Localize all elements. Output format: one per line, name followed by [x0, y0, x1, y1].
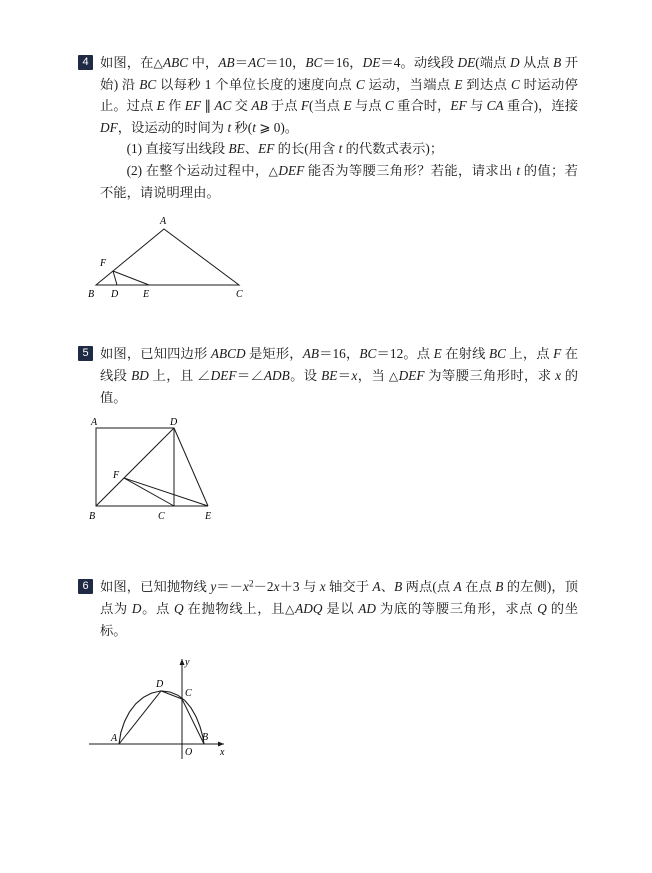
svg-text:A: A: [111, 733, 118, 745]
problem-6: [78, 576, 578, 766]
content-column: [78, 52, 578, 766]
svg-text:y: y: [185, 657, 190, 669]
svg-text:x: x: [220, 747, 225, 759]
figure-problem-4: [78, 211, 578, 301]
problem-4: [78, 52, 578, 301]
problem-4-part1: (1) 直接写出线段 BE、EF 的长(用含 t 的代数式表示)；: [126, 141, 444, 157]
problem-4-text: [100, 52, 578, 203]
problem-number-badge: 5: [78, 346, 93, 361]
svg-text:D: D: [111, 289, 119, 301]
svg-text:E: E: [205, 511, 212, 523]
problem-6-text: [100, 576, 578, 641]
svg-text:D: D: [156, 679, 164, 691]
svg-text:C: C: [185, 688, 192, 700]
svg-text:D: D: [170, 418, 178, 429]
svg-text:F: F: [113, 470, 120, 482]
svg-text:O: O: [185, 747, 193, 759]
svg-text:A: A: [91, 418, 98, 429]
svg-text:B: B: [202, 732, 209, 744]
svg-text:F: F: [100, 258, 107, 270]
svg-text:A: A: [160, 216, 167, 228]
problem-number-badge: 4: [78, 55, 93, 70]
figure-problem-5: [78, 418, 578, 528]
problem-4-part2: (2) 在整个运动过程中， △ DEF 能否为等腰三角形？若能，请求出 t 的值；若不能，请说明理由。: [100, 160, 578, 203]
svg-text:C: C: [158, 511, 165, 523]
problem-4-stem: 如图，在 △ ABC 中，AB＝AC＝10，BC＝16，DE＝4。动线段 DE(端点 D 从点 B 开始) 沿 BC 以每秒 1 个单位长度的速度向点 C 运动，当端点 E 到达点 C 时运动停止。过点 E 作 EF ∥ AC 交 AB 于点 F(当点 E 与点 C 重合时，EF 与 CA 重合)，连接 DF，设运动的时间为 t 秒(t ⩾ 0)。: [100, 52, 578, 138]
svg-text:E: E: [143, 289, 150, 301]
problem-5-stem: 如图，已知四边形 ABCD 是矩形，AB＝16，BC＝12。点 E 在射线 BC 上，点 F 在线段 BD 上，且 ∠DEF＝∠ADB。设 BE＝x，当 △ DEF 为等腰三角形时，求 x 的值。: [100, 343, 578, 408]
svg-text:C: C: [236, 289, 243, 301]
problem-number-badge: 6: [78, 579, 93, 594]
figure-problem-6: [78, 651, 578, 766]
problem-6-stem: 如图，已知抛物线 $y=-x^2-2x+3$ 与 x 轴交于 A、B 两点(点 A 在点 B 的左侧)，顶点为 D。点 Q 在抛物线上，且 △ ADQ 是以 AD 为底的等腰三角形，求点 Q 的坐标。: [100, 576, 578, 641]
svg-text:B: B: [88, 289, 95, 301]
problem-5: [78, 343, 578, 528]
svg-text:B: B: [89, 511, 96, 523]
problem-5-text: [100, 343, 578, 408]
